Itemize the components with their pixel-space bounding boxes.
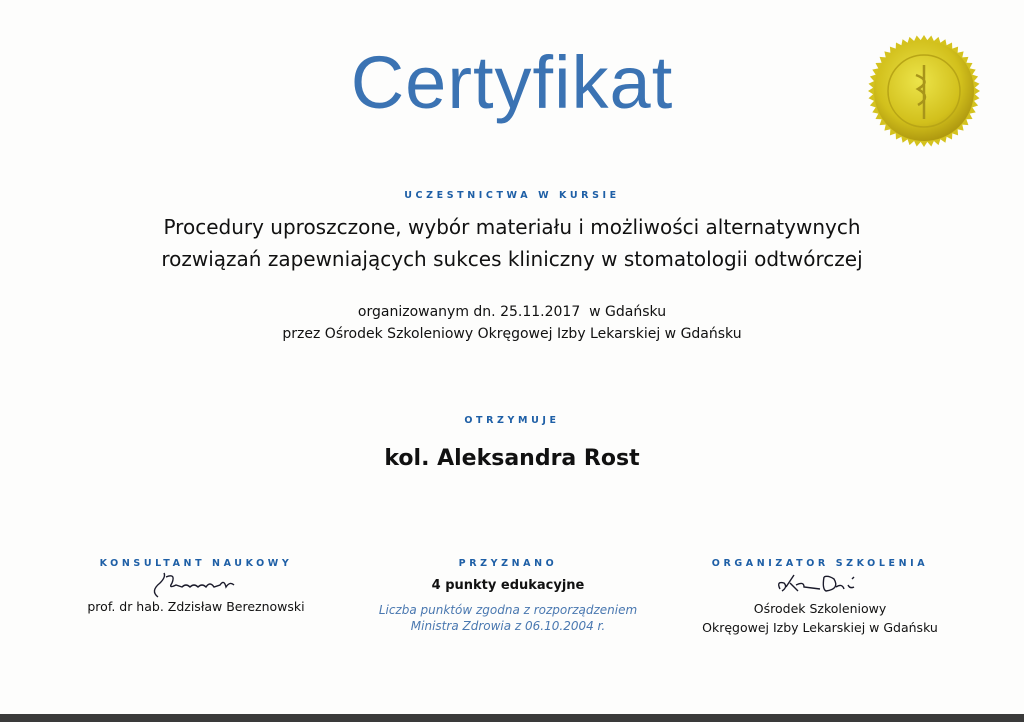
certificate-title: Certyfikat [350, 41, 674, 124]
organizer-block [670, 558, 970, 637]
organization-info [0, 301, 1024, 345]
organizer-signature [670, 571, 970, 599]
course-line-1: Procedury uproszczone, wybór materiału i możliwości alternatywnych [163, 215, 861, 239]
gold-seal-icon [866, 35, 982, 147]
course-title [0, 211, 1024, 275]
awarded-note-line-2: Ministra Zdrowia z 06.10.2004 r. [410, 619, 606, 633]
awarded-block [358, 558, 658, 634]
organizer-line-2: Okręgowej Izby Lekarskiej w Gdańsku [702, 620, 938, 635]
subtitle: UCZESTNICTWA W KURSIE [404, 190, 620, 201]
awarded-heading: PRZYZNANO [458, 558, 558, 569]
consultant-signature [46, 571, 346, 597]
consultant-name: prof. dr hab. Zdzisław Bereznowski [87, 599, 305, 614]
organized-line-1: organizowanym dn. 25.11.2017 w Gdańsku [357, 304, 667, 320]
consultant-heading: KONSULTANT NAUKOWY [99, 558, 293, 569]
receives-label: OTRZYMUJE [464, 415, 560, 426]
awarded-note-line-1: Liczba punktów zgodna z rozporządzeniem [378, 603, 638, 617]
course-line-2: rozwiązań zapewniających sukces kliniczny w stomatologii odtwórczej [161, 247, 863, 271]
awarded-points: 4 punkty edukacyjne [431, 578, 585, 593]
consultant-block [46, 558, 346, 616]
recipient-name: kol. Aleksandra Rost [384, 446, 640, 471]
organizer-heading: ORGANIZATOR SZKOLENIA [711, 558, 929, 569]
organized-line-2: przez Ośrodek Szkoleniowy Okręgowej Izby Lekarskiej w Gdańsku [282, 326, 742, 342]
organizer-line-1: Ośrodek Szkoleniowy [753, 601, 887, 616]
scan-edge [0, 714, 1024, 722]
